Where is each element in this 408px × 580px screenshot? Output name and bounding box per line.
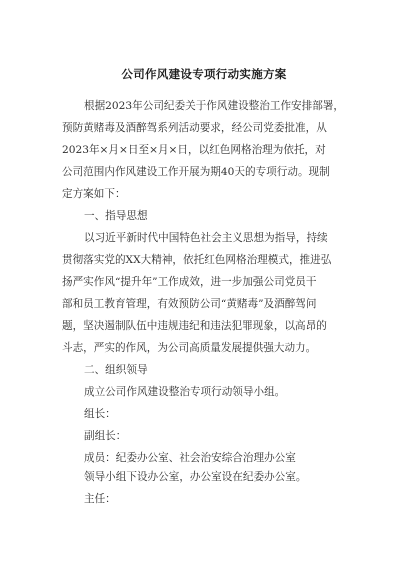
office-line: 领导小组下设办公室，办公室设在纪委办公室。 xyxy=(84,471,307,483)
members-line: 成员：纪委办公室、社会治安综合治理办公室 xyxy=(84,452,296,464)
intro-line-5: 定方案如下： xyxy=(62,188,126,200)
intro-line-1: 根据2023年公司纪委关于作风建设整治工作安排部署， xyxy=(84,100,345,112)
leader-label: 组长： xyxy=(84,408,116,420)
section1-line-1: 以习近平新时代中国特色社会主义思想为指导，持续 xyxy=(84,232,328,244)
section1-line-6: 斗志，严实的作风，为公司高质量发展提供强大动力。 xyxy=(62,342,317,354)
section2-heading: 二、组织领导 xyxy=(84,364,148,376)
section1-line-4: 部和员工教育管理，有效预防公司“黄赌毒”及酒醉驾问 xyxy=(62,298,317,310)
document-title: 公司作风建设专项行动实施方案 xyxy=(121,67,287,81)
section1-heading: 一、指导思想 xyxy=(84,210,148,222)
intro-line-3: 2023年×月×日至×月×日，以红色网格治理为依托，对 xyxy=(62,144,326,156)
section1-line-2: 贯彻落实党的XX大精神，依托红色网格治理模式，推进弘 xyxy=(62,254,332,266)
section1-line-3: 扬严实作风“提升年”工作成效，进一步加强公司党员干 xyxy=(62,276,317,288)
section1-line-5: 题，坚决遏制队伍中违规违纪和违法犯罪现象，以高昂的 xyxy=(62,320,327,332)
intro-line-4: 公司范围内作风建设工作开展为期40天的专项行动。现制 xyxy=(62,166,330,178)
deputy-label: 副组长： xyxy=(84,430,127,442)
section2-intro: 成立公司作风建设整治专项行动领导小组。 xyxy=(84,386,286,398)
director-label: 主任： xyxy=(84,493,116,505)
intro-line-2: 预防黄赌毒及酒醉驾系列活动要求，经公司党委批准，从 xyxy=(62,122,327,134)
